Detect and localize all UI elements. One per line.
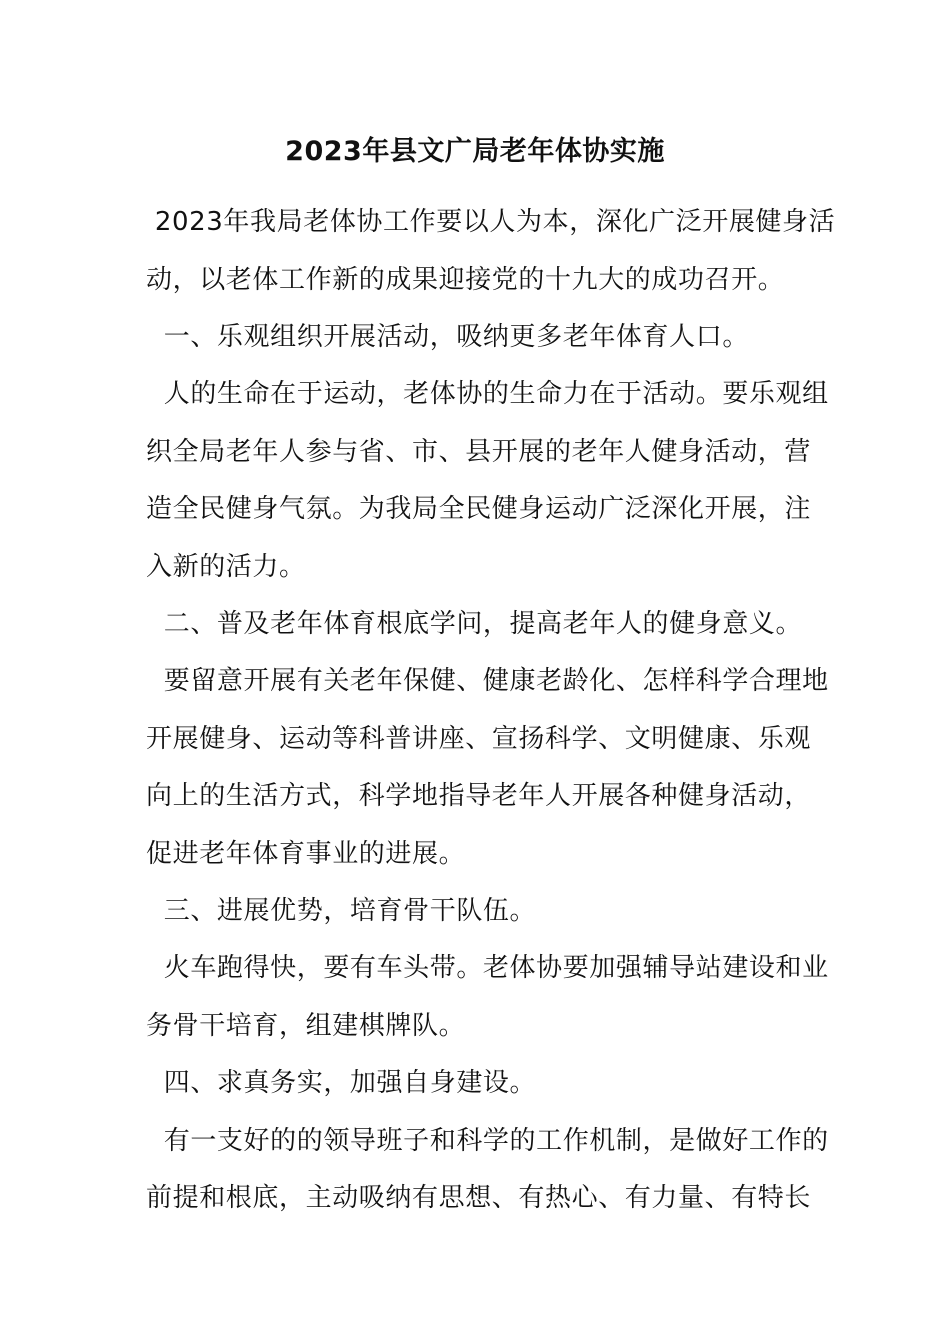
paragraph-line: 人的生命在于运动，老体协的生命力在于活动。要乐观组 bbox=[146, 379, 829, 409]
section-heading-4: 四、求真务实，加强自身建设。 bbox=[146, 1068, 537, 1098]
paragraph-line: 2023年我局老体协工作要以人为本，深化广泛开展健身活 bbox=[146, 207, 836, 237]
paragraph-line: 有一支好的的领导班子和科学的工作机制，是做好工作的 bbox=[146, 1126, 829, 1156]
section-heading-2: 二、普及老年体育根底学问，提高老年人的健身意义。 bbox=[146, 609, 803, 639]
paragraph-line: 织全局老年人参与省、市、县开展的老年人健身活动，营 bbox=[146, 437, 812, 467]
paragraph-line: 造全民健身气氛。为我局全民健身运动广泛深化开展，注 bbox=[146, 494, 812, 524]
paragraph-line: 动，以老体工作新的成果迎接党的十九大的成功召开。 bbox=[146, 265, 785, 295]
paragraph-line: 入新的活力。 bbox=[146, 552, 306, 582]
paragraph-line: 火车跑得快，要有车头带。老体协要加强辅导站建设和业 bbox=[146, 953, 829, 983]
paragraph-line: 务骨干培育，组建棋牌队。 bbox=[146, 1011, 466, 1041]
paragraph-line: 开展健身、运动等科普讲座、宣扬科学、文明健康、乐观 bbox=[146, 724, 812, 754]
document-title: 2023年县文广局老年体协实施 bbox=[285, 136, 665, 167]
paragraph-line: 向上的生活方式，科学地指导老年人开展各种健身活动， bbox=[146, 781, 812, 811]
section-heading-1: 一、乐观组织开展活动，吸纳更多老年体育人口。 bbox=[146, 322, 749, 352]
paragraph-line: 前提和根底，主动吸纳有思想、有热心、有力量、有特长 bbox=[146, 1183, 812, 1213]
paragraph-line: 要留意开展有关老年保健、健康老龄化、怎样科学合理地 bbox=[146, 666, 829, 696]
paragraph-line: 促进老年体育事业的进展。 bbox=[146, 839, 466, 869]
section-heading-3: 三、进展优势，培育骨干队伍。 bbox=[146, 896, 537, 926]
